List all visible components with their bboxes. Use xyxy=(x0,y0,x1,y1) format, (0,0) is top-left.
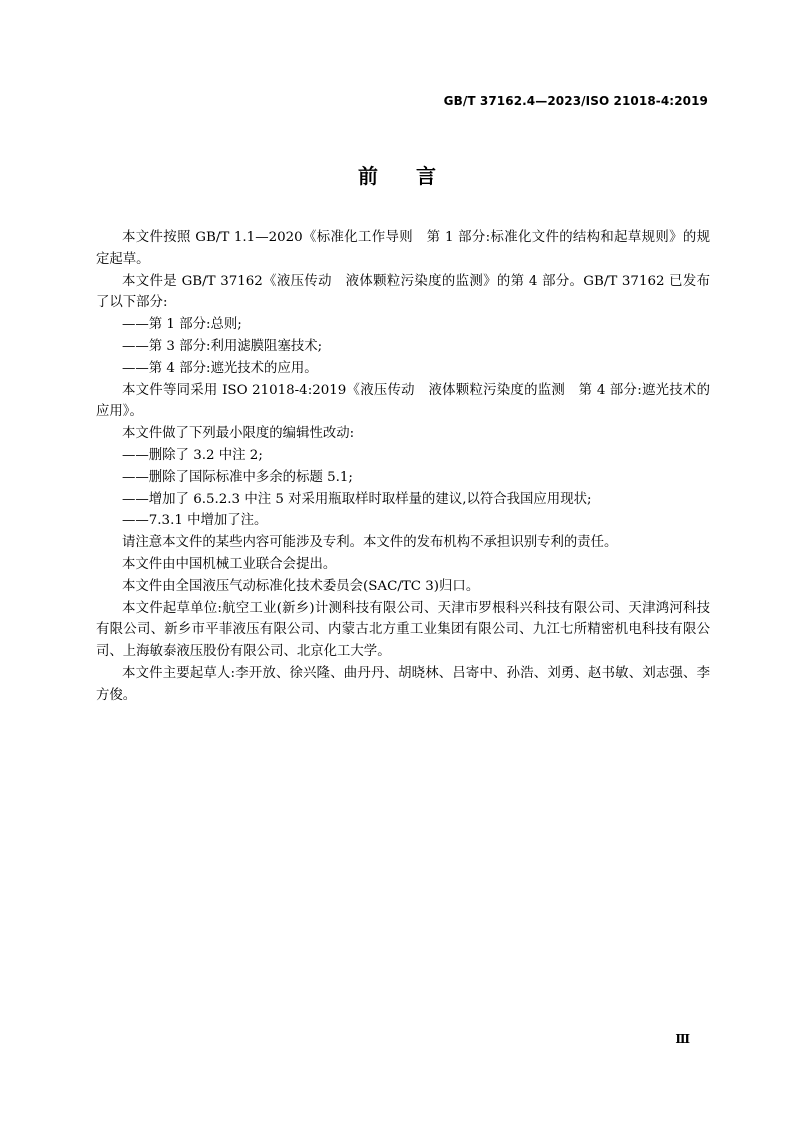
paragraph-proposer: 本文件由中国机械工业联合会提出。 xyxy=(122,556,337,572)
paragraph-iso-adoption: 本文件等同采用 ISO 21018-4:2019《液压传动 液体颗粒污染度的监测 第 4 部分:遮光技术的应用》。 xyxy=(96,382,710,420)
paragraph-drafting-rules: 本文件按照 GB/T 1.1—2020《标准化工作导则 第 1 部分:标准化文件的结构和起草规则》的规定起草。 xyxy=(96,230,710,267)
list-item: ——删除了国际标准中多余的标题 5.1; xyxy=(122,469,353,485)
list-item: ——第 3 部分:利用滤膜阻塞技术; xyxy=(122,338,323,354)
paragraph-committee: 本文件由全国液压气动标准化技术委员会(SAC/TC 3)归口。 xyxy=(122,578,480,594)
page-title: 前言 xyxy=(358,164,474,188)
list-item: ——删除了 3.2 中注 2; xyxy=(122,447,263,463)
list-item: ——第 1 部分:总则; xyxy=(122,317,242,333)
page-number: Ⅲ xyxy=(675,1032,690,1046)
paragraph-patent-notice: 请注意本文件的某些内容可能涉及专利。本文件的发布机构不承担识别专利的责任。 xyxy=(122,535,618,551)
paragraph-editorial-changes: 本文件做了下列最小限度的编辑性改动: xyxy=(122,426,355,442)
standard-code: GB/T 37162.4—2023/ISO 21018-4:2019 xyxy=(443,94,708,108)
foreword-body xyxy=(96,227,710,707)
list-item: ——第 4 部分:遮光技术的应用。 xyxy=(122,360,318,376)
paragraph-series-parts: 本文件是 GB/T 37162《液压传动 液体颗粒污染度的监测》的第 4 部分。GB/T 37162 已发布了以下部分: xyxy=(96,273,710,311)
paragraph-drafters: 本文件主要起草人:李开放、徐兴隆、曲丹丹、胡晓林、吕寄中、孙浩、刘勇、赵书敏、刘志强、李方俊。 xyxy=(96,665,710,703)
paragraph-drafting-units: 本文件起草单位:航空工业(新乡)计测科技有限公司、天津市罗根科兴科技有限公司、天津鸿河科技有限公司、新乡市平菲液压有限公司、内蒙古北方重工业集团有限公司、九江七所精密机电科技有限公司、上海敏泰液压股份有限公司、北京化工大学。 xyxy=(96,600,710,660)
list-item: ——增加了 6.5.2.3 中注 5 对采用瓶取样时取样量的建议,以符合我国应用现状; xyxy=(122,491,592,507)
list-item: ——7.3.1 中增加了注。 xyxy=(122,513,268,529)
